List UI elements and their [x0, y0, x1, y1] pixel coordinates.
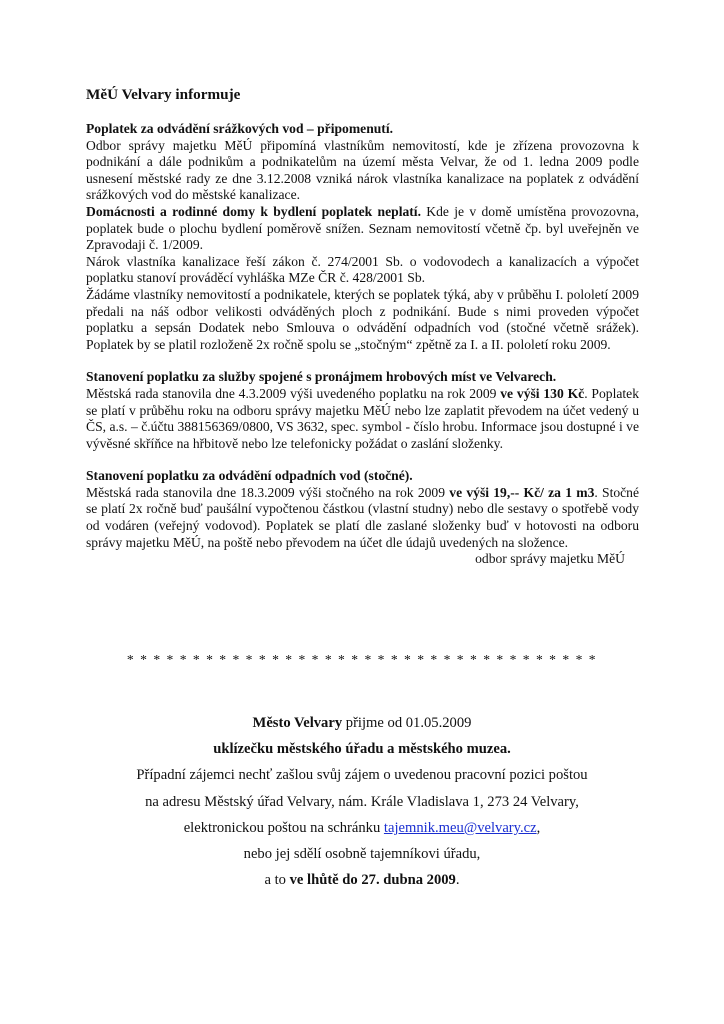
- paragraph: [86, 386, 639, 452]
- text: .: [455, 872, 460, 889]
- bold-text: ve výši 130 Kč: [500, 385, 585, 401]
- bold-text: ve výši 19,-- Kč/ za 1 m3: [449, 484, 595, 500]
- separator: * * * * * * * * * * * * * * * * * * * * * * * * * * * * * * * * * * * *: [126, 652, 598, 667]
- paragraph: Odbor správy majetku MěÚ připomíná vlastníkům nemovitostí, kde je zřízena provozovna k podnikání a dále podnikům a podnikatelům na území města Velvar, že od 1. ledna 2009 podle usnesení městské rady ze dne 3.12.2008 vzniká nárok vlastníka kanalizace na poplatek z odvádění srážkových vod do městské kanalizace.: [86, 137, 639, 203]
- document-body: [86, 86, 639, 568]
- bold-text: Domácnosti a rodinné domy k bydlení poplatek neplatí.: [86, 203, 421, 219]
- notice-line: [0, 815, 724, 841]
- email-link[interactable]: tajemnik.meu@velvary.cz: [383, 819, 537, 836]
- bold-text: Město Velvary: [252, 715, 343, 731]
- text: . Poplatek se platí v průběhu roku na odboru správy majetku MěÚ nebo lze zaplatit převodem na účet vedený u ČS, a.s. – č.účtu 388156369/0800, VS 3632, spec. symbol - číslo hrobu. Informace jsou dostupné i ve vývěsné skříňce na hřbitově nebo lze telefonicky požádat o zaslání složenky.: [86, 385, 639, 451]
- paragraph: Nárok vlastníka kanalizace řeší zákon č. 274/2001 Sb. o vodovodech a kanalizacích a výpočet poplatku stanoví prováděcí vyhláška MZe ČR č. 428/2001 Sb.: [86, 253, 639, 286]
- bold-text: uklízečku městského úřadu a městského muzea.: [213, 741, 511, 758]
- paragraph: Žádáme vlastníky nemovitostí a podnikatele, kterých se poplatek týká, aby v průběhu I. pololetí 2009 předali na náš odbor velikosti odváděných ploch z podnikání. Bude s nimi proveden výpočet poplatku a sepsán Dodatek nebo Smlouva o odvádění odpadních vod (stočné včetně srážek). Poplatek by se platil rozloženě 2x ročně spolu se „stočným“ zpětně za I. a II. pololetí roku 2009.: [86, 286, 639, 352]
- section-grave-fee: [86, 369, 639, 452]
- section-rainwater-fee: [86, 121, 639, 353]
- text: elektronickou poštou na schránku: [183, 819, 384, 836]
- section-title: Stanovení poplatku za služby spojené s pronájmem hrobových míst ve Velvarech.: [86, 369, 557, 385]
- signature: odbor správy majetku MěÚ: [475, 551, 625, 567]
- text: přijme od 01.05.2009: [342, 715, 472, 731]
- text: Městská rada stanovila dne 4.3.2009 výši uvedeného poplatku na rok 2009: [86, 385, 501, 401]
- paragraph: [86, 485, 639, 551]
- text: Kde je v domě umístěna provozovna, poplatek bude o plochu bydlení poměrově snížen. Seznam nemovitostí včetně čp. byl uveřejněn ve Zpravodaji č. 1/2009.: [86, 203, 639, 253]
- notice-address: na adresu Městský úřad Velvary, nám. Krále Vladislava 1, 273 24 Velvary,: [145, 793, 579, 810]
- bold-text: ve lhůtě do 27. dubna 2009: [289, 872, 456, 889]
- text: Městská rada stanovila dne 18.3.2009 výši stočného na rok 2009: [86, 484, 450, 500]
- job-notice: [0, 710, 724, 893]
- section-title: Stanovení poplatku za odvádění odpadních vod (stočné).: [86, 468, 413, 484]
- page-title: MěÚ Velvary informuje: [86, 86, 241, 103]
- notice-line: nebo jej sdělí osobně tajemníkovi úřadu,: [243, 846, 481, 863]
- section-title: Poplatek za odvádění srážkových vod – připomenutí.: [86, 121, 394, 136]
- notice-position: [0, 736, 724, 762]
- text: . Stočné se platí 2x ročně buď paušální vypočtenou částkou (vlastní studny) nebo dle sestavy o spotřebě vody od vodáren (veřejný vodovod). Poplatek se platí dle zaslané složenky buď v hotovosti na odboru správy majetku MěÚ, na poště nebo převodem na účet dle údajů uvedených na složence.: [86, 484, 640, 550]
- paragraph: [86, 204, 639, 254]
- notice-line: Případní zájemci nechť zašlou svůj zájem o uvedenou pracovní pozici poštou: [136, 767, 588, 784]
- notice-deadline: [0, 867, 724, 893]
- text: a to: [264, 872, 290, 889]
- section-sewage-fee: [86, 468, 639, 568]
- notice-line: [0, 710, 724, 736]
- text: ,: [536, 819, 541, 836]
